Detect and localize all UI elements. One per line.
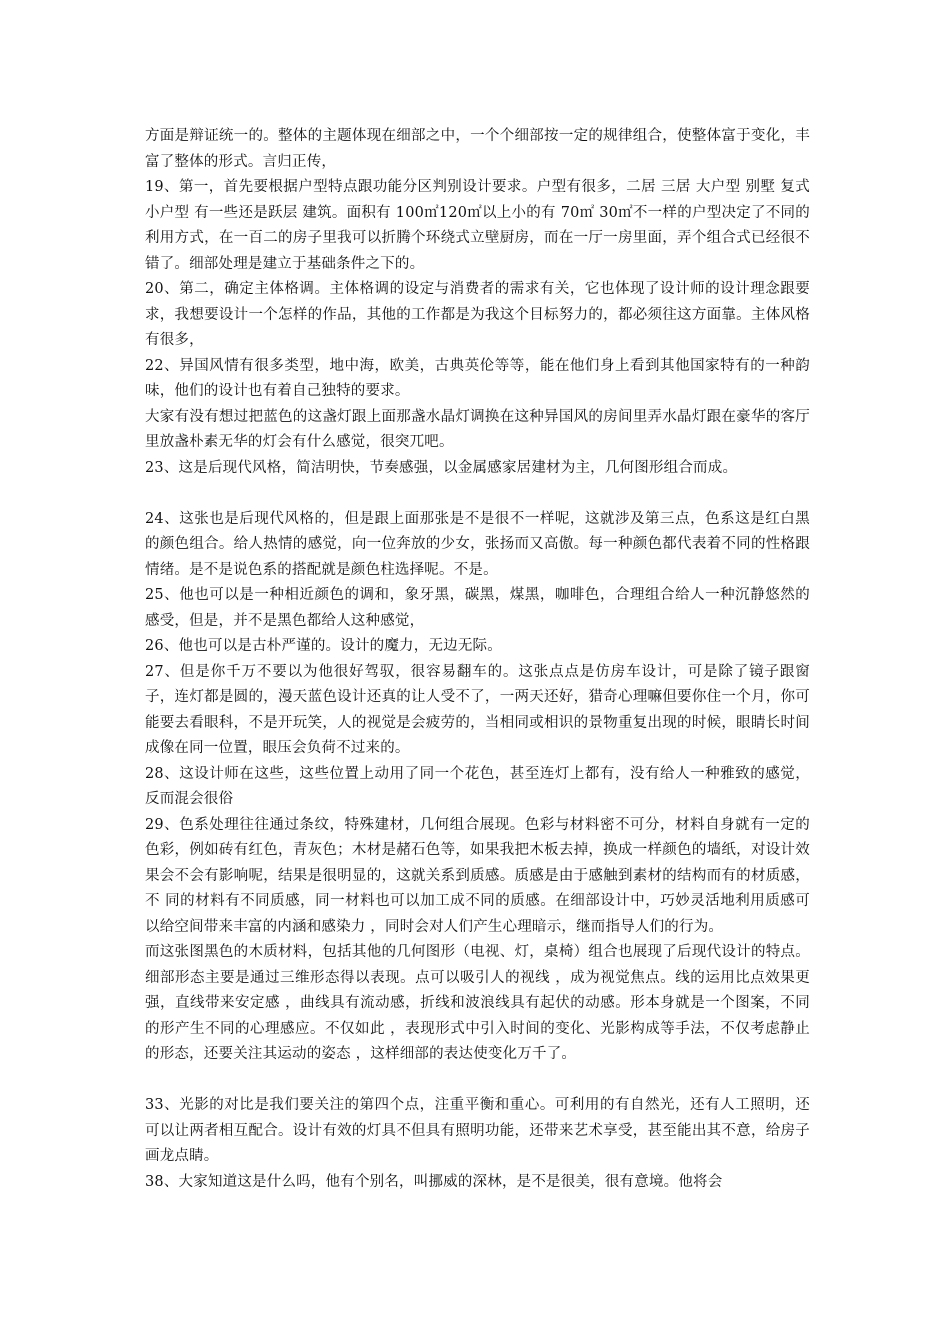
paragraph-22: 22、异国风情有很多类型，地中海，欧美，古典英伦等等，能在他们身上看到其他国家特有的一种韵味，他们的设计也有着自己独特的要求。 xyxy=(145,357,810,399)
paragraph-intro: 方面是辩证统一的。整体的主题体现在细部之中，一个个细部按一定的规律组合，使整体富于变化，丰富了整体的形式。言归正传， xyxy=(145,128,810,170)
paragraph-spacer xyxy=(145,481,810,507)
paragraph-29: 29、色系处理往往通过条纹，特殊建材，几何组合展现。色彩与材料密不可分，材料自身就有一定的色彩，例如砖有红色，青灰色；木材是赭石色等，如果我把木板去掉，换成一样颜色的墙纸，对设计效果会不会有影响呢，结果是很明显的，这就关系到质感。质感是由于感触到素材的结构而有的材质感，不 同的材料有不同质感，同一材料也可以加工成不同的质感。在细部设计中，巧妙灵活地利用质感可以给空间带来丰富的内涵和感染力 ，同时会对人们产生心理暗示，继而指导人们的行为。 xyxy=(145,816,810,935)
paragraph-38: 38、大家知道这是什么吗，他有个别名，叫挪威的深林，是不是很美，很有意境。他将会 xyxy=(145,1173,723,1190)
paragraph-29-cont: 而这张图黑色的木质材料，包括其他的几何图形（电视、灯，桌椅）组合也展现了后现代设计的特点。细部形态主要是通过三维形态得以表现。点可以吸引人的视线 ，成为视觉焦点。线的运用比点效果更强，直线带来安定感 ，曲线具有流动感，折线和波浪线具有起伏的动感。形本身就是一个图案，不同的形产生不同的心理感应。不仅如此 ，表现形式中引入时间的变化、光影构成等手法，不仅考虑静止的形态，还要关注其运动的姿态 ，这样细部的表达使变化万千了。 xyxy=(145,944,810,1062)
document-body xyxy=(145,124,810,1195)
paragraph-22-cont: 大家有没有想过把蓝色的这盏灯跟上面那盏水晶灯调换在这种异国风的房间里弄水晶灯跟在豪华的客厅里放盏朴素无华的灯会有什么感觉，很突兀吧。 xyxy=(145,408,810,450)
paragraph-26: 26、他也可以是古朴严谨的。设计的魔力，无边无际。 xyxy=(145,638,502,654)
paragraph-28: 28、这设计师在这些，这些位置上动用了同一个花色，甚至连灯上都有，没有给人一种雅致的感觉，反而混会很俗 xyxy=(145,765,810,807)
paragraph-25: 25、他也可以是一种相近颜色的调和，象牙黑，碳黑，煤黑，咖啡色，合理组合给人一种沉静悠然的感受，但是，并不是黑色都给人这种感觉， xyxy=(145,587,810,629)
paragraph-19: 19、第一，首先要根据户型特点跟功能分区判别设计要求。户型有很多，二居 三居 大户型 别墅 复式小户型 有一些还是跃层 建筑。面积有 100㎡120㎡以上小的有 70㎡ 30㎡不一样的户型决定了不同的利用方式，在一百二的房子里我可以折腾个环绕式立壁厨房，而在一厅一房里面，弄个组合式已经很不错了。细部处理是建立于基础条件之下的。 xyxy=(145,179,810,272)
paragraph-24: 24、这张也是后现代风格的，但是跟上面那张是不是很不一样呢，这就涉及第三点，色系这是红白黑的颜色组合。给人热情的感觉，向一位奔放的少女，张扬而又高傲。每一种颜色都代表着不同的性格跟情绪。是不是说色系的搭配就是颜色柱选择呢。不是。 xyxy=(145,510,810,578)
paragraph-spacer xyxy=(145,1068,810,1094)
paragraph-23: 23、这是后现代风格，简洁明快，节奏感强，以金属感家居建材为主，几何图形组合而成。 xyxy=(145,459,738,476)
paragraph-27: 27、但是你千万不要以为他很好驾驭，很容易翻车的。这张点点是仿房车设计，可是除了镜子跟窗子，连灯都是圆的，漫天蓝色设计还真的让人受不了，一两天还好，猎奇心理嘛但要你住一个月，你可能要去看眼科，不是开玩笑，人的视觉是会疲劳的，当相同或相识的景物重复出现的时候，眼睛长时间成像在同一位置，眼压会负荷不过来的。 xyxy=(145,663,810,756)
paragraph-33: 33、光影的对比是我们要关注的第四个点，注重平衡和重心。可利用的有自然光，还有人工照明，还可以让两者相互配合。设计有效的灯具不但具有照明功能，还带来艺术享受，甚至能出其不意，给房子画龙点睛。 xyxy=(145,1097,810,1164)
paragraph-20: 20、第二，确定主体格调。主体格调的设定与消费者的需求有关，它也体现了设计师的设计理念跟要求，我想要设计一个怎样的作品，其他的工作都是为我这个目标努力的，都必须往这方面靠。主体风格有很多， xyxy=(145,281,810,348)
